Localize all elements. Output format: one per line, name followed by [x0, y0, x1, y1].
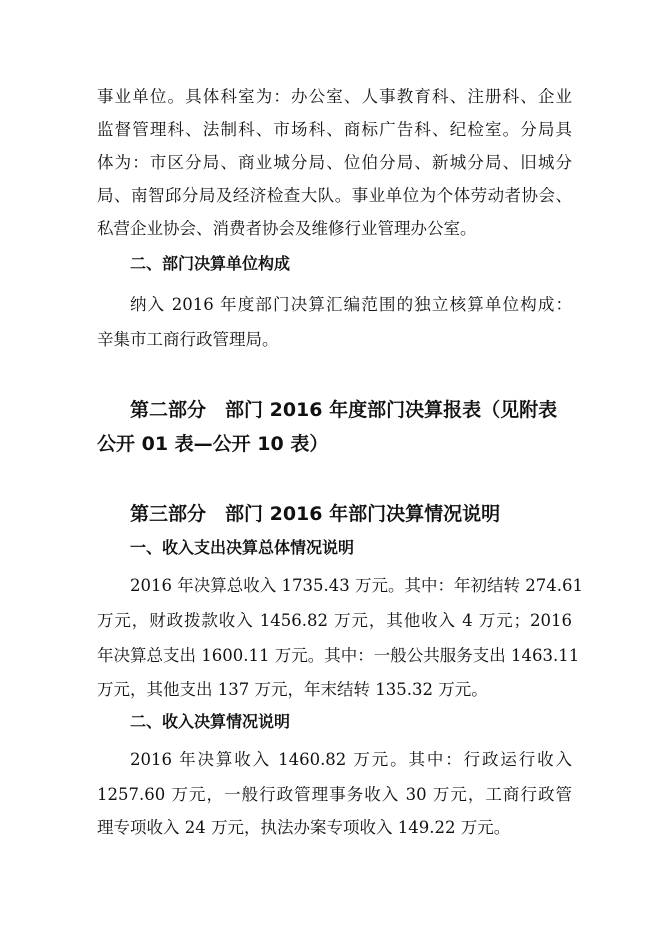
- part3-sub2-heading: 二、收入决算情况说明: [130, 712, 291, 731]
- part3-sub1-line-1: 2016 年决算总收入 1735.43 万元。其中：年初结转 274.61: [130, 576, 583, 595]
- part2-title-line-2: 公开 01 表—公开 10 表）: [97, 433, 329, 455]
- part3-sub1-line-4: 万元，其他支出 137 万元，年末结转 135.32 万元。: [97, 680, 488, 699]
- part2-title-line-1: 第二部分 部门 2016 年度部门决算报表（见附表: [130, 399, 558, 421]
- part3-sub2-line-2: 1257.60 万元，一般行政管理事务收入 30 万元，工商行政管: [97, 785, 572, 804]
- part3-sub2-line-3: 理专项收入 24 万元，执法办案专项收入 149.22 万元。: [97, 818, 511, 837]
- section-units-line-2: 辛集市工商行政管理局。: [97, 330, 279, 349]
- intro-line-1: 事业单位。具体科室为：办公室、人事教育科、注册科、企业: [97, 87, 572, 106]
- part3-sub2-line-1: 2016 年决算收入 1460.82 万元。其中：行政运行收入: [130, 750, 572, 769]
- intro-line-4: 局、南智邱分局及经济检查大队。事业单位为个体劳动者协会、: [97, 186, 572, 205]
- part3-sub1-line-2: 万元，财政拨款收入 1456.82 万元，其他收入 4 万元；2016: [97, 611, 572, 630]
- intro-line-3: 体为：市区分局、商业城分局、位伯分局、新城分局、旧城分: [97, 153, 572, 172]
- intro-line-5: 私营企业协会、消费者协会及维修行业管理办公室。: [97, 219, 477, 238]
- section-units-heading: 二、部门决算单位构成: [130, 254, 291, 273]
- part3-sub1-heading: 一、收入支出决算总体情况说明: [130, 538, 355, 557]
- part3-title: 第三部分 部门 2016 年部门决算情况说明: [130, 503, 501, 525]
- intro-line-2: 监督管理科、法制科、市场科、商标广告科、纪检室。分局具: [97, 120, 572, 139]
- part3-sub1-line-3: 年决算总支出 1600.11 万元。其中：一般公共服务支出 1463.11: [97, 646, 580, 665]
- section-units-line-1: 纳入 2016 年度部门决算汇编范围的独立核算单位构成：: [130, 295, 572, 314]
